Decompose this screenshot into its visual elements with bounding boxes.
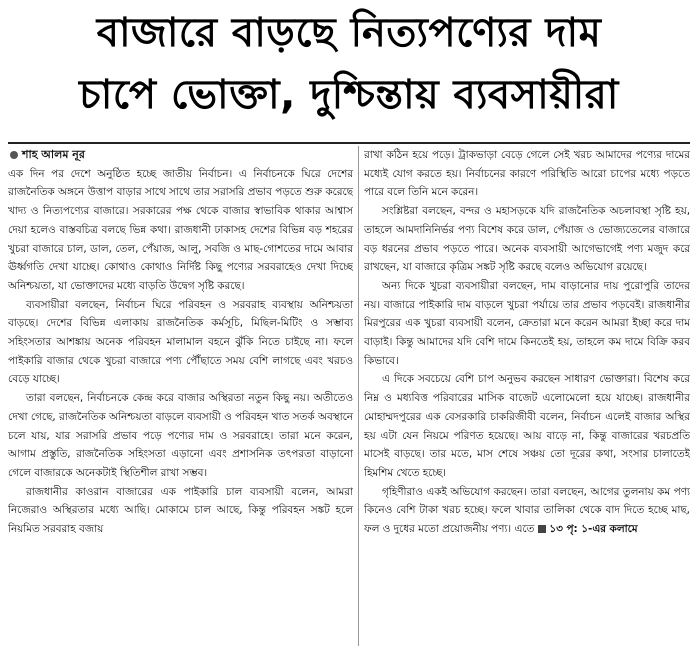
paragraph: অন্য দিকে খুচরা ব্যবসায়ীরা বলছেন, দাম বাড়ানোর দায় পুরোপুরি তাদের নয়। বাজারে পাইকারি দাম বাড়লে খুচরা পর্যায়ে তার প্রভাব পড়বেই। রাজধানীর মিরপুরের এক খুচরা ব্যবসায়ী বলেন, ক্রেতারা মনে করেন আমরা ইচ্ছা করে দাম বাড়াই। কিন্তু আমাদের যদি বেশি দামে কিনতেই হয়, তাহলে কম দামে বিক্রি করব কিভাবে। (364, 279, 690, 367)
paragraph: রাখা কঠিন হয়ে পড়ে। ট্রাকভাড়া বেড়ে গেলে সেই খরচ আমাদের পণ্যের দামের মধ্যেই যোগ করতে হয়। নির্বাচনের কারণে পরিস্থিতি আরো চাপের মধ্যে পড়তে পারে বলে তিনি মনে করেন। (364, 149, 690, 199)
byline (8, 146, 353, 165)
article-column-left (8, 146, 353, 648)
paragraph-last (364, 483, 690, 539)
bullet-icon (10, 151, 18, 159)
paragraph-text: গৃহিণীরাও একই অভিযোগ করছেন। তারা বলছেন, আগের তুলনায় কম পণ্য কিনেও বেশি টাকা খরচ হচ্ছে। ফলে খাবার তালিকা থেকে বাদ দিতে হচ্ছে মাছ, ফল ও দুধের মতো প্রয়োজনীয় পণ্য। এতে (364, 485, 690, 536)
paragraph: সংশ্লিষ্টরা বলছেন, বন্দর ও মহাসড়কে যদি রাজনৈতিক অচলাবস্থা সৃষ্টি হয়, তাহলে আমদানিনির্ভর পণ্য বিশেষ করে ডাল, পেঁয়াজ ও ভোজ্যতেলের বাজারে বড় ধরনের প্রভাব পড়তে পারে। অনেক ব্যবসায়ী আগেভাগেই পণ্য মজুদ করে রাখছেন, যা বাজারে কৃত্রিম সঙ্কট সৃষ্টি করছে বলেও অভিযোগ রয়েছে। (364, 205, 690, 274)
paragraph: তারা বলছেন, নির্বাচনকে কেন্দ্র করে বাজার অস্থিরতা নতুন কিছু নয়। অতীতেও দেখা গেছে, রাজনৈতিক অনিশ্চয়তা বাড়লে ব্যবসায়ী ও পরিবহন খাত সতর্ক অবস্থানে চলে যায়, যার সরাসরি প্রভাব পড়ে পণ্যের দাম ও সরবরাহে। তারা মনে করেন, আগাম প্রস্তুতি, রাজনৈতিক সহিংসতা এড়ানো এবং প্রশাসনিক তৎপরতা বাড়ানো গেলে বাজারকে অনেকটাই স্থিতিশীল রাখা সম্ভব। (8, 392, 353, 479)
headline (0, 2, 698, 126)
paragraph: এ দিকে সবচেয়ে বেশি চাপ অনুভব করছেন সাধারণ ভোক্তারা। বিশেষ করে নিম্ন ও মধ্যবিত্ত পরিবারের মাসিক বাজেট এলোমেলো হয়ে যাচ্ছে। রাজধানীর মোহাম্মদপুরের এক বেসরকারি চাকরিজীবী বলেন, নির্বাচন এলেই বাজার অস্থির হয় এটা যেন নিয়মে পরিণত হয়েছে। আয় বাড়ে না, কিন্তু বাজারের খরচপ্রতি মাসেই বাড়ছে। তার মতে, মাস শেষে সঞ্চয় তো দূরের কথা, সংসার চালাতেই হিমশিম খেতে হচ্ছে। (364, 373, 690, 479)
article-column-right (364, 146, 690, 648)
paragraph: ব্যবসায়ীরা বলছেন, নির্বাচন ঘিরে পরিবহন ও সরবরাহ ব্যবস্থায় অনিশ্চয়তা বাড়ছে। দেশের বিভিন্ন এলাকায় রাজনৈতিক কর্মসূচি, মিছিল-মিটিং ও সম্ভাব্য সহিংসতার আশঙ্কায় অনেক পরিবহন মালামাল বহনে ঝুঁকি নিতে চাইছে না। ফলে পাইকারি বাজার থেকে খুচরা বাজারে পণ্য পৌঁছাতে সময় বেশি লাগছে এবং খরচও বেড়ে যাচ্ছে। (8, 298, 353, 386)
paragraph: এক দিন পর দেশে অনুষ্ঠিত হচ্ছে জাতীয় নির্বাচন। এ নির্বাচনকে ঘিরে দেশের রাজনৈতিক অঙ্গনে উত্তাপ বাড়ার সাথে সাথে তার সরাসরি প্রভাব পড়তে শুরু করেছে খাদ্য ও নিত্যপণ্যের বাজারে। সরকারের পক্ষ থেকে বাজার স্বাভাবিক থাকার আশ্বাস দেয়া হলেও বাস্তবচিত্র বলছে ভিন্ন কথা। রাজধানী ঢাকাসহ দেশের বিভিন্ন বড় শহরের খুচরা বাজারে চাল, ডাল, তেল, পেঁয়াজ, আলু, সবজি ও মাছ-গোশতের দামে আবার ঊর্ধ্বগতি দেখা যাচ্ছে। কোথাও কোথাও নির্দিষ্ট কিছু পণ্যের সরবরাহেও দেখা দিচ্ছে অনিশ্চয়তা, যা ভোক্তাদের মধ্যে বাড়তি উদ্বেগ সৃষ্টি করছে। (8, 167, 353, 292)
author-name: শাহ আলম নূর (22, 148, 85, 161)
continuation-note[interactable]: ১৩ পৃ: ১-এর কলামে (549, 523, 638, 536)
square-bullet-icon (538, 525, 546, 533)
column-divider (358, 146, 359, 646)
paragraph: রাজধানীর কাওরান বাজারের এক পাইকারি চাল ব্যবসায়ী বলেন, আমরা নিজেরাও অস্থিরতার মধ্যে আছি। মোকামে চাল আছে, কিন্তু পরিবহন সঙ্কট হলে নিয়মিত সরবরাহ বজায় (8, 485, 353, 536)
headline-line-2: চাপে ভোক্তা, দুশ্চিন্তায় ব্যবসায়ীরা (79, 72, 619, 118)
headline-rule (8, 142, 690, 144)
headline-line-1: বাজারে বাড়ছে নিত্যপণ্যের দাম (96, 10, 602, 56)
